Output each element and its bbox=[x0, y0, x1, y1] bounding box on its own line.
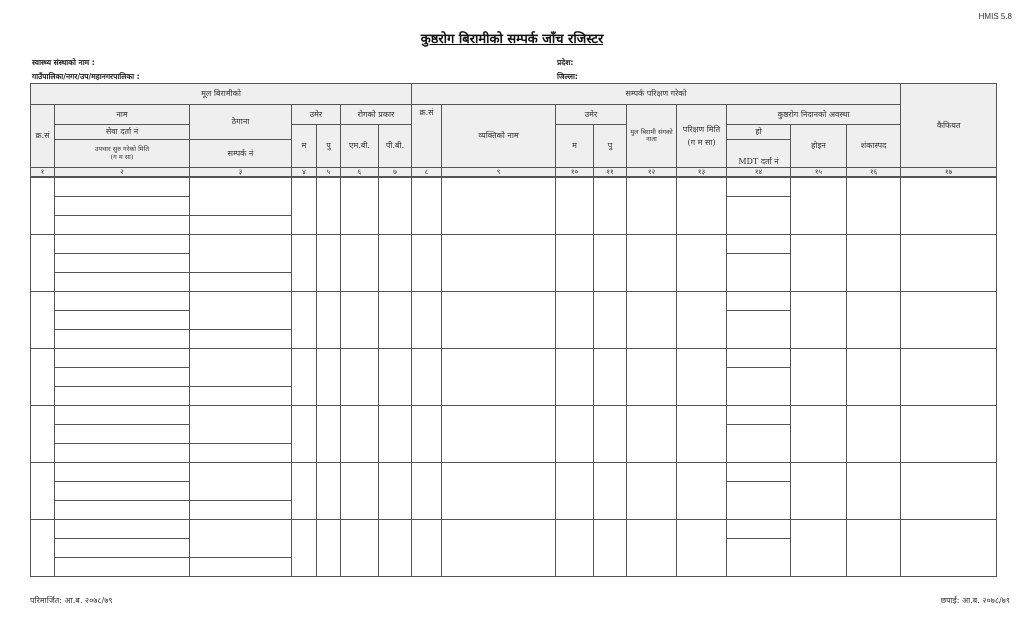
page-title: कुष्ठरोग बिरामीको सम्पर्क जाँच रजिस्टर bbox=[420, 32, 604, 47]
cell-age-male[interactable] bbox=[317, 177, 341, 235]
cell-mb[interactable] bbox=[341, 520, 379, 577]
cell-name[interactable] bbox=[55, 520, 190, 539]
col-num: १७ bbox=[901, 168, 997, 178]
cell-relation[interactable] bbox=[627, 463, 677, 520]
cell-relation[interactable] bbox=[627, 520, 677, 577]
cell-contact-age-male[interactable] bbox=[594, 463, 627, 520]
header-no: होइन bbox=[791, 125, 847, 168]
cell-diag-no[interactable] bbox=[791, 235, 847, 292]
cell-sn[interactable] bbox=[31, 520, 55, 577]
cell-contact-age-male[interactable] bbox=[594, 235, 627, 292]
cell-relation[interactable] bbox=[627, 235, 677, 292]
cell-diag-suspected[interactable] bbox=[847, 520, 901, 577]
cell-relation[interactable] bbox=[627, 292, 677, 349]
cell-contact-sn[interactable] bbox=[412, 177, 442, 235]
cell-address[interactable] bbox=[190, 235, 292, 273]
cell-remarks[interactable] bbox=[901, 406, 997, 463]
cell-exam-date[interactable] bbox=[677, 520, 727, 577]
cell-contact-age-male[interactable] bbox=[594, 292, 627, 349]
col-num: १३ bbox=[677, 168, 727, 178]
cell-contact-age-male[interactable] bbox=[594, 406, 627, 463]
cell-mb[interactable] bbox=[341, 235, 379, 292]
cell-treatment-start-date[interactable] bbox=[55, 501, 190, 520]
cell-name[interactable] bbox=[55, 406, 190, 425]
header-treatment-start-date-label: उपचार सुरु गरेको मिति bbox=[94, 145, 150, 154]
col-num: १० bbox=[556, 168, 594, 178]
cell-pb[interactable] bbox=[379, 463, 412, 520]
health-facility-label: स्वास्थ्य संस्थाको नाम : bbox=[32, 58, 95, 67]
cell-service-reg-no[interactable] bbox=[55, 482, 190, 501]
header-treatment-start-date bbox=[55, 140, 190, 168]
cell-contact-age-male[interactable] bbox=[594, 177, 627, 235]
cell-service-reg-no[interactable] bbox=[55, 368, 190, 387]
cell-contact-no[interactable] bbox=[190, 501, 292, 520]
cell-exam-date[interactable] bbox=[677, 292, 727, 349]
col-num: ५ bbox=[317, 168, 341, 178]
header-mdt-reg-no: MDT दर्ता नं bbox=[727, 140, 791, 168]
header-contact-age-male: पु bbox=[594, 125, 627, 168]
cell-diag-no[interactable] bbox=[791, 520, 847, 577]
cell-remarks[interactable] bbox=[901, 349, 997, 406]
header-mb: एम.बी. bbox=[341, 125, 379, 168]
entry-subrow bbox=[31, 292, 997, 311]
header-exam-date bbox=[677, 105, 727, 168]
register-table bbox=[30, 83, 997, 577]
cell-name[interactable] bbox=[55, 292, 190, 311]
cell-name[interactable] bbox=[55, 349, 190, 368]
cell-contact-age-female[interactable] bbox=[556, 406, 594, 463]
header-age-female: म bbox=[292, 125, 317, 168]
cell-person-name[interactable] bbox=[442, 406, 556, 463]
cell-pb[interactable] bbox=[379, 177, 412, 235]
cell-diag-no[interactable] bbox=[791, 292, 847, 349]
cell-contact-sn[interactable] bbox=[412, 463, 442, 520]
cell-contact-age-male[interactable] bbox=[594, 520, 627, 577]
header-pb: पी.बी. bbox=[379, 125, 412, 168]
cell-diag-yes[interactable] bbox=[727, 177, 791, 197]
cell-treatment-start-date[interactable] bbox=[55, 387, 190, 406]
cell-age-female[interactable] bbox=[292, 520, 317, 577]
cell-diag-yes[interactable] bbox=[727, 463, 791, 482]
cell-mdt-reg-no[interactable] bbox=[727, 197, 791, 235]
cell-sn[interactable] bbox=[31, 177, 55, 235]
cell-pb[interactable] bbox=[379, 406, 412, 463]
cell-exam-date[interactable] bbox=[677, 177, 727, 235]
cell-age-male[interactable] bbox=[317, 235, 341, 292]
cell-remarks[interactable] bbox=[901, 292, 997, 349]
cell-exam-date[interactable] bbox=[677, 406, 727, 463]
col-num: २ bbox=[55, 168, 190, 178]
header-contact-age: उमेर bbox=[556, 105, 627, 125]
cell-diag-suspected[interactable] bbox=[847, 235, 901, 292]
cell-age-female[interactable] bbox=[292, 292, 317, 349]
cell-contact-sn[interactable] bbox=[412, 520, 442, 577]
cell-age-female[interactable] bbox=[292, 177, 317, 235]
cell-mdt-reg-no[interactable] bbox=[727, 539, 791, 577]
header-service-reg-no: सेवा दर्ता नं bbox=[55, 125, 190, 140]
col-num: ६ bbox=[341, 168, 379, 178]
cell-age-male[interactable] bbox=[317, 520, 341, 577]
entry-subrow bbox=[31, 235, 997, 254]
header-address: ठेगाना bbox=[190, 105, 292, 140]
form-code: HMIS 5.8 bbox=[978, 12, 1012, 21]
cell-age-male[interactable] bbox=[317, 463, 341, 520]
group-header-index-patient: मूल बिरामीको bbox=[31, 84, 412, 105]
district-label: जिल्ला: bbox=[557, 72, 578, 81]
printed-note: छपाई: आ.ब. २०७८/७९ bbox=[940, 596, 1010, 605]
cell-contact-age-female[interactable] bbox=[556, 349, 594, 406]
header-contact-age-female: म bbox=[556, 125, 594, 168]
col-num: ८ bbox=[412, 168, 442, 178]
cell-diag-no[interactable] bbox=[791, 177, 847, 235]
cell-address[interactable] bbox=[190, 292, 292, 330]
cell-address[interactable] bbox=[190, 177, 292, 216]
cell-pb[interactable] bbox=[379, 235, 412, 292]
cell-person-name[interactable] bbox=[442, 349, 556, 406]
cell-mdt-reg-no[interactable] bbox=[727, 482, 791, 520]
cell-diag-suspected[interactable] bbox=[847, 463, 901, 520]
cell-treatment-start-date[interactable] bbox=[55, 273, 190, 292]
cell-diag-yes[interactable] bbox=[727, 406, 791, 425]
cell-address[interactable] bbox=[190, 463, 292, 501]
cell-contact-no[interactable] bbox=[190, 387, 292, 406]
header-disease-type: रोगको प्रकार bbox=[341, 105, 412, 125]
cell-service-reg-no[interactable] bbox=[55, 539, 190, 558]
entry-subrow bbox=[31, 406, 997, 425]
cell-sn[interactable] bbox=[31, 406, 55, 463]
cell-contact-age-female[interactable] bbox=[556, 463, 594, 520]
cell-contact-no[interactable] bbox=[190, 444, 292, 463]
header-treatment-start-date-format: (ग म सा) bbox=[110, 152, 134, 161]
cell-age-female[interactable] bbox=[292, 463, 317, 520]
cell-diag-suspected[interactable] bbox=[847, 406, 901, 463]
cell-mdt-reg-no[interactable] bbox=[727, 425, 791, 463]
cell-remarks[interactable] bbox=[901, 177, 997, 235]
header-suspected: शंकास्पद bbox=[847, 125, 901, 168]
cell-diag-suspected[interactable] bbox=[847, 292, 901, 349]
header-age-male: पु bbox=[317, 125, 341, 168]
cell-age-female[interactable] bbox=[292, 349, 317, 406]
cell-contact-no[interactable] bbox=[190, 558, 292, 577]
cell-service-reg-no[interactable] bbox=[55, 311, 190, 330]
cell-diag-suspected[interactable] bbox=[847, 349, 901, 406]
cell-relation[interactable] bbox=[627, 349, 677, 406]
cell-pb[interactable] bbox=[379, 520, 412, 577]
cell-remarks[interactable] bbox=[901, 463, 997, 520]
entry-subrow bbox=[31, 177, 997, 197]
header-exam-date-label: परिक्षण मिति bbox=[682, 125, 721, 135]
revised-note: परिमार्जित: आ.ब. २०७८/७९ bbox=[30, 596, 113, 605]
cell-address[interactable] bbox=[190, 406, 292, 444]
cell-mb[interactable] bbox=[341, 463, 379, 520]
register-body bbox=[31, 177, 997, 577]
cell-sn[interactable] bbox=[31, 349, 55, 406]
col-num: १ bbox=[31, 168, 55, 178]
cell-relation[interactable] bbox=[627, 177, 677, 235]
cell-pb[interactable] bbox=[379, 292, 412, 349]
cell-person-name[interactable] bbox=[442, 520, 556, 577]
cell-sn[interactable] bbox=[31, 292, 55, 349]
cell-name[interactable] bbox=[55, 177, 190, 197]
province-label: प्रदेश: bbox=[557, 58, 574, 67]
cell-diag-no[interactable] bbox=[791, 406, 847, 463]
cell-service-reg-no[interactable] bbox=[55, 197, 190, 216]
cell-age-female[interactable] bbox=[292, 235, 317, 292]
cell-diag-no[interactable] bbox=[791, 349, 847, 406]
cell-contact-no[interactable] bbox=[190, 330, 292, 349]
cell-diag-yes[interactable] bbox=[727, 349, 791, 368]
cell-mb[interactable] bbox=[341, 292, 379, 349]
col-num: ९ bbox=[442, 168, 556, 178]
cell-person-name[interactable] bbox=[442, 292, 556, 349]
cell-person-name[interactable] bbox=[442, 463, 556, 520]
cell-service-reg-no[interactable] bbox=[55, 254, 190, 273]
cell-contact-age-male[interactable] bbox=[594, 349, 627, 406]
entry-subrow bbox=[31, 349, 997, 368]
cell-name[interactable] bbox=[55, 463, 190, 482]
cell-diag-yes[interactable] bbox=[727, 520, 791, 539]
cell-diag-no[interactable] bbox=[791, 463, 847, 520]
cell-contact-age-female[interactable] bbox=[556, 520, 594, 577]
cell-person-name[interactable] bbox=[442, 177, 556, 235]
cell-diag-yes[interactable] bbox=[727, 235, 791, 254]
cell-age-female[interactable] bbox=[292, 406, 317, 463]
municipality-label: गाउँपालिका/नगर/उप/महानगरपालिका : bbox=[32, 72, 140, 81]
header-yes: हो bbox=[727, 125, 791, 140]
cell-name[interactable] bbox=[55, 235, 190, 254]
cell-address[interactable] bbox=[190, 520, 292, 558]
col-num: १४ bbox=[727, 168, 791, 178]
cell-treatment-start-date[interactable] bbox=[55, 558, 190, 577]
header-contact-no: सम्पर्क नं bbox=[190, 140, 292, 168]
cell-mdt-reg-no[interactable] bbox=[727, 368, 791, 406]
cell-contact-age-female[interactable] bbox=[556, 235, 594, 292]
header-diagnosis-status: कुष्ठरोग निदानको अवस्था bbox=[727, 105, 901, 125]
column-number-row bbox=[31, 168, 997, 178]
cell-mb[interactable] bbox=[341, 406, 379, 463]
col-num: ११ bbox=[594, 168, 627, 178]
cell-remarks[interactable] bbox=[901, 520, 997, 577]
cell-treatment-start-date[interactable] bbox=[55, 330, 190, 349]
header-exam-date-format: (ग म सा) bbox=[687, 137, 716, 147]
header-person-name: व्यक्तिको नाम bbox=[442, 105, 556, 168]
cell-address[interactable] bbox=[190, 349, 292, 387]
header-name: नाम bbox=[55, 105, 190, 125]
cell-diag-suspected[interactable] bbox=[847, 177, 901, 235]
cell-contact-sn[interactable] bbox=[412, 292, 442, 349]
entry-subrow bbox=[31, 463, 997, 482]
cell-exam-date[interactable] bbox=[677, 463, 727, 520]
cell-pb[interactable] bbox=[379, 349, 412, 406]
cell-age-male[interactable] bbox=[317, 349, 341, 406]
cell-sn[interactable] bbox=[31, 235, 55, 292]
header-remarks: कैफियत bbox=[901, 84, 997, 168]
cell-contact-no[interactable] bbox=[190, 216, 292, 235]
col-num: १५ bbox=[791, 168, 847, 178]
cell-exam-date[interactable] bbox=[677, 235, 727, 292]
cell-service-reg-no[interactable] bbox=[55, 425, 190, 444]
cell-mb[interactable] bbox=[341, 349, 379, 406]
cell-age-male[interactable] bbox=[317, 292, 341, 349]
entry-subrow bbox=[31, 520, 997, 539]
header-sn: क्र.सं bbox=[31, 105, 55, 168]
cell-contact-sn[interactable] bbox=[412, 349, 442, 406]
cell-age-male[interactable] bbox=[317, 406, 341, 463]
cell-treatment-start-date[interactable] bbox=[55, 216, 190, 235]
cell-relation[interactable] bbox=[627, 406, 677, 463]
cell-sn[interactable] bbox=[31, 463, 55, 520]
cell-contact-sn[interactable] bbox=[412, 235, 442, 292]
col-num: १२ bbox=[627, 168, 677, 178]
cell-exam-date[interactable] bbox=[677, 349, 727, 406]
col-num: १६ bbox=[847, 168, 901, 178]
cell-mdt-reg-no[interactable] bbox=[727, 254, 791, 292]
cell-contact-no[interactable] bbox=[190, 273, 292, 292]
cell-person-name[interactable] bbox=[442, 235, 556, 292]
cell-mb[interactable] bbox=[341, 177, 379, 235]
col-num: ४ bbox=[292, 168, 317, 178]
cell-contact-age-female[interactable] bbox=[556, 292, 594, 349]
cell-treatment-start-date[interactable] bbox=[55, 444, 190, 463]
cell-contact-sn[interactable] bbox=[412, 406, 442, 463]
cell-mdt-reg-no[interactable] bbox=[727, 311, 791, 349]
col-num: ७ bbox=[379, 168, 412, 178]
cell-contact-age-female[interactable] bbox=[556, 177, 594, 235]
header-age: उमेर bbox=[292, 105, 341, 125]
cell-diag-yes[interactable] bbox=[727, 292, 791, 311]
header-contact-sn: क्र.सं bbox=[412, 105, 442, 168]
header-relation: मुल बिरामी संगको नाता bbox=[627, 105, 677, 168]
col-num: ३ bbox=[190, 168, 292, 178]
cell-remarks[interactable] bbox=[901, 235, 997, 292]
group-header-contact-examined: सम्पर्क परिक्षण गरेको bbox=[412, 84, 901, 105]
